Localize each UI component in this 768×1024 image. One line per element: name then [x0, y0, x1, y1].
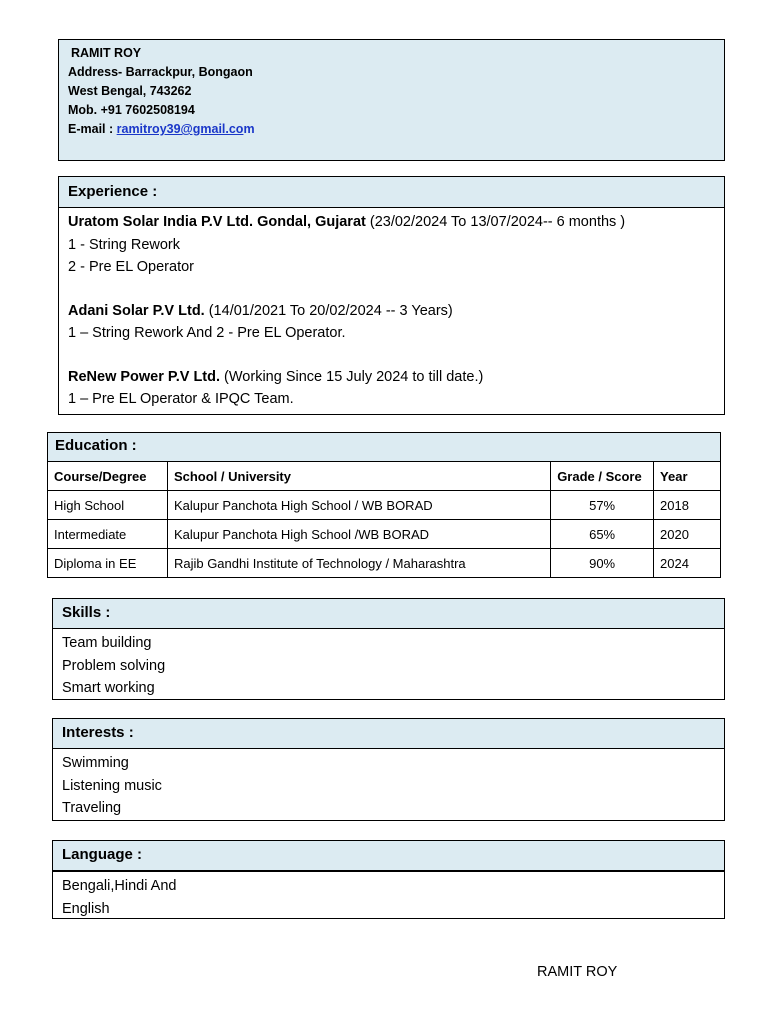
candidate-name: RAMIT ROY	[71, 46, 142, 60]
signature-name: RAMIT ROY	[537, 964, 618, 980]
grade-cell: 90%	[551, 549, 654, 578]
column-header: Grade / Score	[551, 462, 654, 491]
mobile-number: Mob. +91 7602508194	[68, 103, 195, 117]
course-cell: Intermediate	[48, 520, 168, 549]
education-heading: Education :	[47, 432, 721, 462]
job-entry	[68, 366, 715, 411]
job-entry	[68, 300, 715, 345]
email-suffix: m	[243, 122, 255, 136]
job-company: Adani Solar P.V Ltd.	[68, 302, 205, 319]
language-heading: Language :	[52, 840, 725, 871]
job-duty: 1 – String Rework And 2 - Pre EL Operator.	[68, 325, 346, 341]
job-period: (23/02/2024 To 13/07/2024-- 6 months )	[365, 214, 626, 230]
email-line	[68, 120, 715, 139]
table-row	[48, 549, 721, 578]
job-title-line	[68, 300, 715, 323]
column-header: Year	[654, 462, 721, 491]
job-duty: 1 – Pre EL Operator & IPQC Team.	[68, 391, 294, 407]
address-line-2: West Bengal, 743262	[68, 84, 192, 98]
language-item: English	[62, 900, 110, 917]
interest-item: Listening music	[62, 777, 162, 794]
job-entry	[68, 211, 715, 279]
interests-heading: Interests :	[52, 718, 725, 749]
skill-item: Team building	[62, 635, 152, 651]
job-company: ReNew Power P.V Ltd.	[68, 368, 221, 385]
job-duty: 1 - String Rework	[68, 236, 181, 253]
table-row	[48, 520, 721, 549]
job-company: Uratom Solar India P.V Ltd. Gondal, Gujarat	[68, 214, 366, 230]
skills-list	[52, 628, 725, 700]
address-line-1: Address- Barrackpur, Bongaon	[68, 65, 253, 79]
skill-item: Problem solving	[62, 657, 166, 674]
school-cell: Kalupur Panchota High School /WB BORAD	[167, 520, 550, 549]
column-header: Course/Degree	[48, 462, 168, 491]
job-title-line	[68, 211, 715, 234]
grade-cell: 65%	[551, 520, 654, 549]
contact-box	[58, 39, 725, 161]
course-cell: Diploma in EE	[48, 549, 168, 578]
education-table	[47, 461, 721, 578]
grade-cell: 57%	[551, 491, 654, 520]
year-cell: 2020	[654, 520, 721, 549]
year-cell: 2024	[654, 549, 721, 578]
experience-body	[58, 207, 725, 415]
course-cell: High School	[48, 491, 168, 520]
interests-list	[52, 748, 725, 821]
year-cell: 2018	[654, 491, 721, 520]
column-header: School / University	[167, 462, 550, 491]
language-item: Bengali,Hindi And	[62, 878, 177, 894]
job-duty: 2 - Pre EL Operator	[68, 259, 194, 275]
school-cell: Kalupur Panchota High School / WB BORAD	[167, 491, 550, 520]
email-label: E-mail :	[68, 122, 117, 136]
skill-item: Smart working	[62, 680, 155, 696]
language-list	[52, 871, 725, 919]
email-link[interactable]: ramitroy39@gmail.co	[116, 122, 244, 136]
job-period: (14/01/2021 To 20/02/2024 -- 3 Years)	[204, 302, 453, 319]
table-header-row	[48, 462, 721, 491]
school-cell: Rajib Gandhi Institute of Technology / Maharashtra	[167, 549, 550, 578]
interest-item: Traveling	[62, 800, 122, 816]
interest-item: Swimming	[62, 755, 129, 771]
experience-heading: Experience :	[58, 176, 725, 208]
skills-heading: Skills :	[52, 598, 725, 629]
job-title-line	[68, 366, 715, 389]
table-row	[48, 491, 721, 520]
job-period: (Working Since 15 July 2024 to till date.)	[220, 368, 484, 385]
